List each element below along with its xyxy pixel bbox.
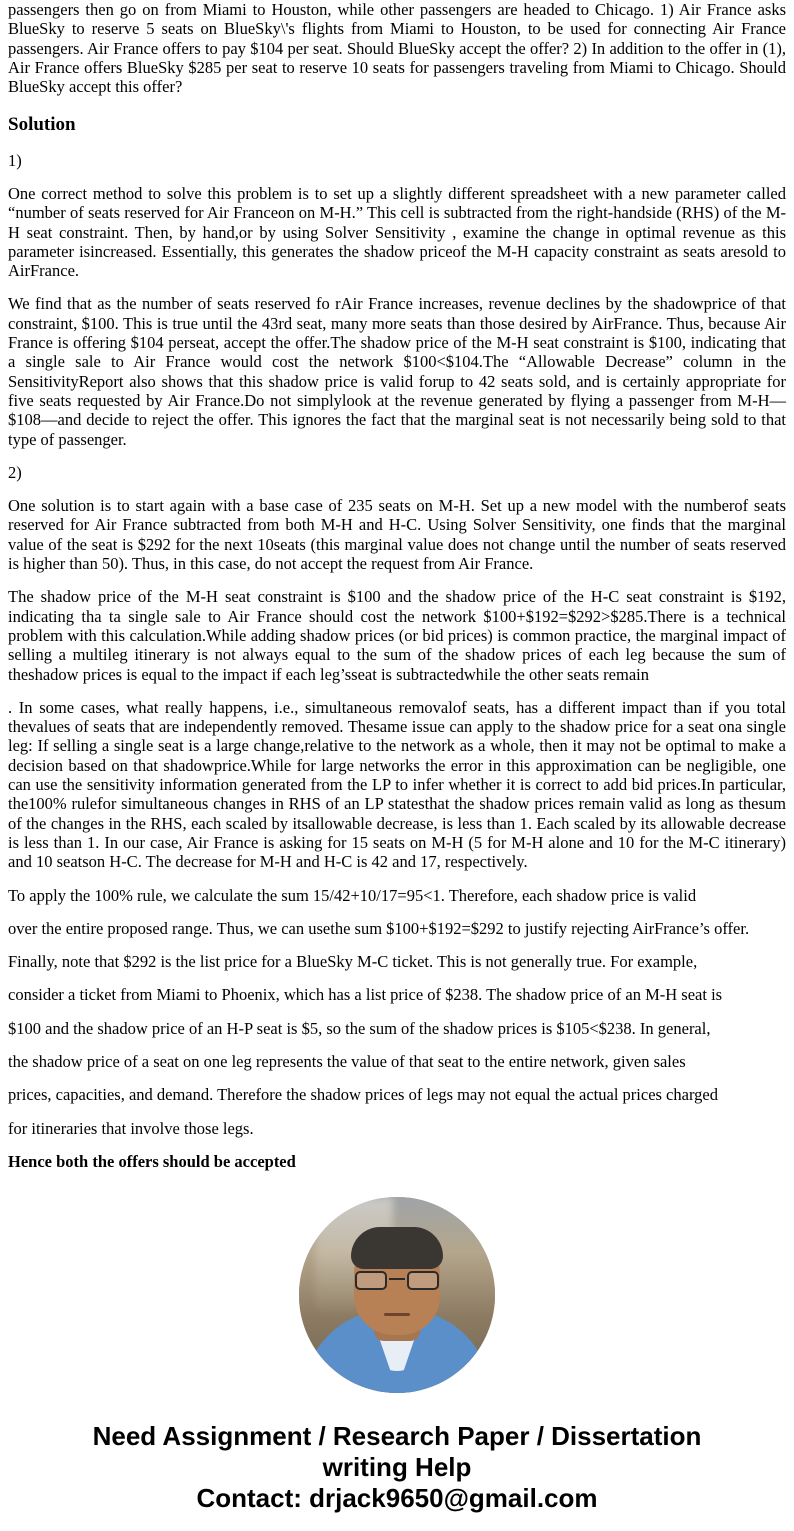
- cta-line-2: writing Help: [322, 1452, 472, 1483]
- solution-heading: Solution: [8, 114, 76, 136]
- part-2-paragraph-11: for itineraries that involve those legs.: [8, 1118, 254, 1138]
- part-2-paragraph-7: consider a ticket from Miami to Phoenix, which has a list price of $238. The shadow price of an M-H seat is: [8, 985, 723, 1005]
- part-2-paragraph-2: The shadow price of the M-H seat constraint is $100 and the shadow price of the H-C seat constraint is $192, indicating tha ta single sale to Air France should cost the network $100+$192=$292>$285.There is a technical problem with this calculation.While adding shadow prices (or bid prices) is common practice, the marginal impact of selling a multileg itinerary is not always equal to the sum of the shadow prices of each leg because the sum of theshadow prices is equal to the impact if each leg’sseat is subtractedwhile the other seats remain: [8, 587, 786, 684]
- part-2-paragraph-8: $100 and the shadow price of an H-P seat is $5, so the sum of the shadow prices is $105<$238. In general,: [8, 1018, 711, 1038]
- cta-block: [8, 1421, 786, 1531]
- intro-paragraph: passengers then go on from Miami to Houston, while other passengers are headed to Chicago. 1) Air France asks BlueSky to reserve 5 seats on BlueSky\'s flights from Miami to Houston, to be used for connecting Air France passengers. Air France offers to pay $104 per seat. Should BlueSky accept the offer? 2) In addition to the offer in (1), Air France offers BlueSky $285 per seat to reserve 10 seats for passengers traveling from Miami to Chicago. Should BlueSky accept this offer?: [8, 0, 786, 97]
- portrait-glasses: [353, 1271, 441, 1291]
- portrait-container: [8, 1197, 786, 1397]
- glasses-right-lens: [407, 1271, 439, 1290]
- part-2-paragraph-3: . In some cases, what really happens, i.e., simultaneous removalof seats, has a different impact than if you total thevalues of seats that are independently removed. Thesame issue can apply to the shadow price for a seat ona single leg: If selling a single seat is a large change,relative to the network as a whole, then it may not be optimal to make a decision based on that shadowprice.While for large networks the error in this approximation can be negligible, one can use the sensitivity information generated from the LP to infer whether it is correct to add bid prices.In particular, the100% rulefor simultaneous changes in RHS of an LP statesthat the shadow prices remain valid as long as thesum of the changes in the RHS, each scaled by itsallowable decrease, is less than 1. Each scaled by its allowable decrease is less than 1. In our case, Air France is asking for 15 seats on M-H (5 for M-H alone and 10 for the M-C itinerary) and 10 seatson H-C. The decrease for M-H and H-C is 42 and 17, respectively.: [8, 697, 786, 872]
- conclusion-line: Hence both the offers should be accepted: [8, 1151, 296, 1171]
- part-2-label: 2): [8, 462, 22, 482]
- portrait-mouth: [384, 1313, 410, 1316]
- author-portrait: [299, 1197, 495, 1393]
- part-2-paragraph-1: One solution is to start again with a base case of 235 seats on M-H. Set up a new model with the numberof seats reserved for Air France subtracted from both M-H and H-C. Using Solver Sensitivity, one finds that the marginal value of the seat is $292 for the next 10seats (this marginal value does not change until the number of seats reserved is higher than 50). Thus, in this case, do not accept the request from Air France.: [8, 496, 786, 574]
- cta-contact-line: Contact: drjack9650@gmail.com: [196, 1482, 598, 1513]
- part-1-paragraph-2: We find that as the number of seats reserved fo rAir France increases, revenue declines by the shadowprice of that constraint, $100. This is true until the 43rd seat, many more seats than those desired by AirFrance. Thus, because Air France is offering $104 perseat, accept the offer.The shadow price of the M-H seat constraint is $100, indicating that a single sale to Air France would cost the network $100<$104.The “Allowable Decrease” column in the SensitivityReport also shows that this shadow price is valid forup to 42 seats sold, and is certainly appropriate for five seats requested by Air France.Do not simplylook at the revenue generated by flying a passenger from M-H—$108—and decide to reject the offer. This ignores the fact that the marginal seat is not necessarily being sold to that type of passenger.: [8, 294, 786, 449]
- cta-line-1: Need Assignment / Research Paper / Dissertation: [92, 1421, 702, 1452]
- part-2-paragraph-10: prices, capacities, and demand. Therefore the shadow prices of legs may not equal the actual prices charged: [8, 1085, 718, 1105]
- part-2-paragraph-4: To apply the 100% rule, we calculate the sum 15/42+10/17=95<1. Therefore, each shadow price is valid: [8, 885, 697, 905]
- part-2-paragraph-6: Finally, note that $292 is the list price for a BlueSky M-C ticket. This is not generally true. For example,: [8, 952, 698, 972]
- part-2-paragraph-5: over the entire proposed range. Thus, we can usethe sum $100+$192=$292 to justify rejecting AirFrance’s offer.: [8, 918, 750, 938]
- portrait-hair: [351, 1227, 443, 1269]
- glasses-bridge: [389, 1278, 405, 1280]
- part-1-label: 1): [8, 150, 22, 170]
- part-2-paragraph-9: the shadow price of a seat on one leg represents the value of that seat to the entire network, given sales: [8, 1051, 686, 1071]
- part-1-paragraph-1: One correct method to solve this problem is to set up a slightly different spreadsheet with a new parameter called “number of seats reserved for Air Franceon on M-H.” This cell is subtracted from the right-handside (RHS) of the M-H seat constraint. Then, by hand,or by using Solver Sensitivity , examine the change in optimal revenue as this parameter isincreased. Essentially, this generates the shadow priceof the M-H capacity constraint as seats aresold to AirFrance.: [8, 184, 786, 281]
- glasses-left-lens: [355, 1271, 387, 1290]
